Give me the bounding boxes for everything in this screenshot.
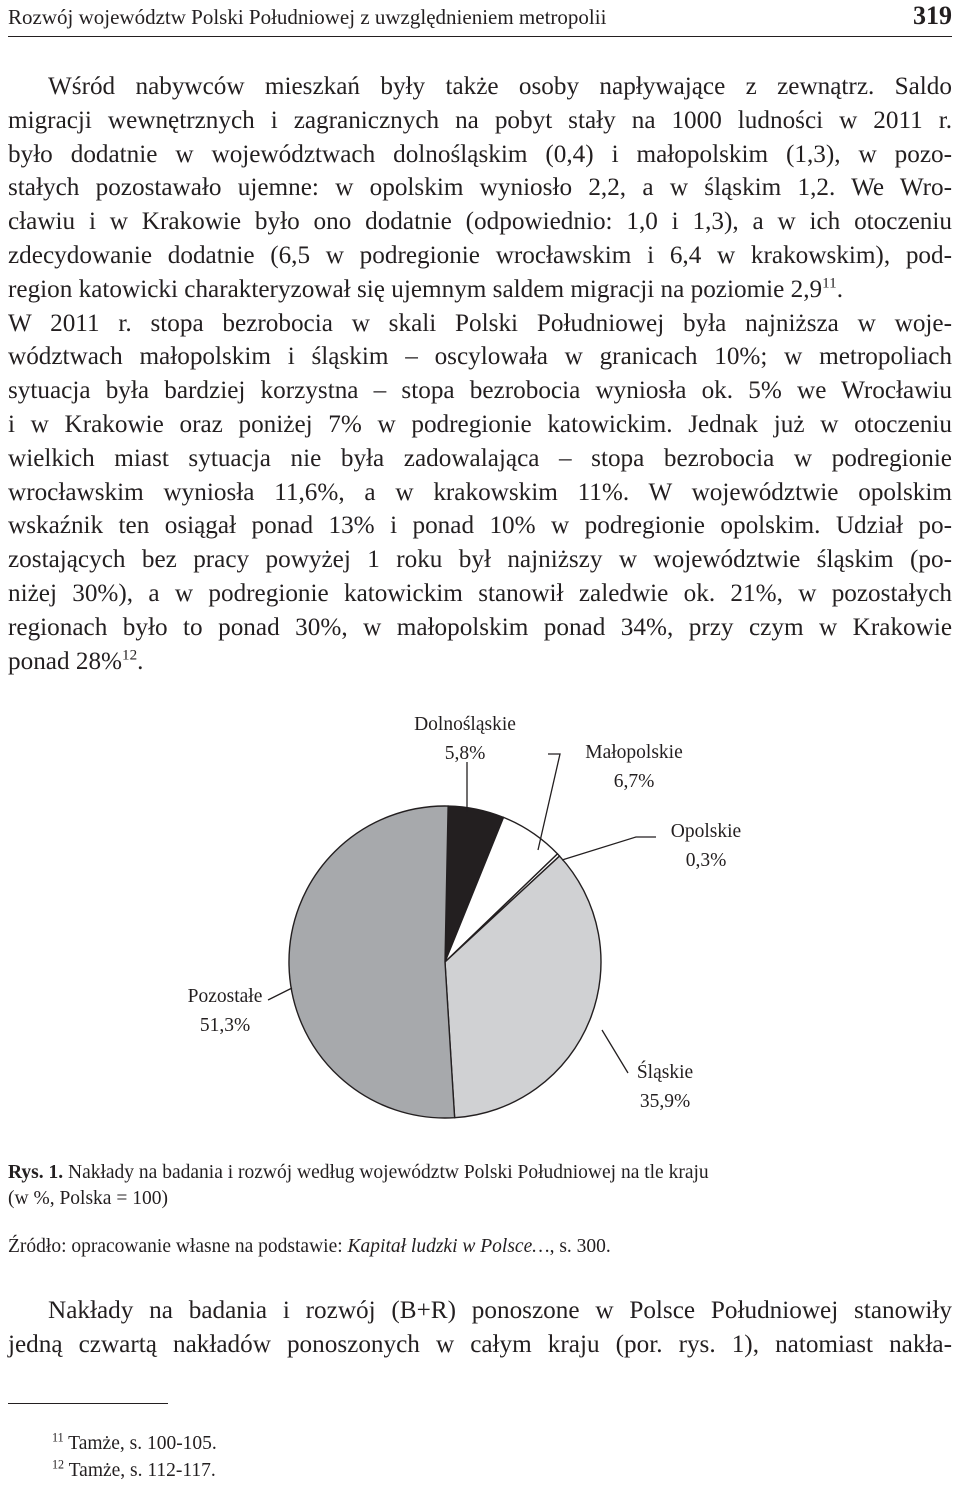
- pie-slice-pozostałe: [289, 806, 455, 1118]
- footnote-12: [52, 1459, 216, 1483]
- slice-category-label: Opolskie: [670, 821, 742, 842]
- slice-value-label: 51,3%: [199, 1015, 251, 1036]
- slice-value-label: 5,8%: [444, 743, 486, 764]
- text-line-end: .: [137, 647, 144, 675]
- figure-caption-text-2: (w %, Polska = 100): [8, 1188, 168, 1209]
- text-line: wództwach małopolskim i śląskim – oscylowała w granicach 10%; w metropoliach: [8, 343, 952, 371]
- footnote-divider: [8, 1403, 168, 1404]
- text-line: stałych pozostawało ujemne: w opolskim wyniosło 2,2, a w śląskim 1,2. We Wro-: [8, 174, 952, 202]
- footnote-text: Tamże, s. 112-117.: [68, 1460, 216, 1481]
- leader-line-małopolskie: [538, 754, 560, 850]
- footnote-11: [52, 1432, 217, 1456]
- text-line: [8, 273, 952, 307]
- text-line: cławiu i w Krakowie było ono dodatnie (odpowiednio: 1,0 i 1,3), a w ich otoczeniu: [8, 208, 952, 236]
- figure-caption-text: Nakłady na badania i rozwój według województw Polski Południowej na tle kraju: [68, 1162, 709, 1183]
- slice-category-label: Dolnośląskie: [414, 714, 516, 735]
- footnote-number: 11: [52, 1430, 64, 1445]
- slice-category-label: Pozostałe: [187, 986, 263, 1007]
- text-line: wielkich miast sytuacja nie była zadowalająca – stopa bezrobocia w podregionie: [8, 444, 952, 472]
- slice-category-label: Małopolskie: [585, 742, 683, 763]
- text-line: regionach było to ponad 30%, w małopolskim ponad 34%, przy czym w Krakowie: [8, 613, 952, 641]
- text-line-end: .: [836, 275, 843, 303]
- figure-label: Rys. 1.: [8, 1162, 64, 1183]
- page-number: 319: [913, 1, 952, 30]
- slice-value-label: 35,9%: [639, 1091, 691, 1112]
- slice-category-label: Śląskie: [636, 1062, 694, 1083]
- source-suffix: , s. 300.: [549, 1236, 611, 1257]
- text-line: sytuacja była bardziej korzystna – stopa bezrobocia wyniosła ok. 5% we Wrocławiu: [8, 377, 952, 405]
- text-line: migracji wewnętrznych i zagranicznych na pobyt stały na 1000 ludności w 2011 r.: [8, 106, 952, 134]
- text-line: zostających bez pracy powyżej 1 roku był najniższy w województwie śląskim (po-: [8, 546, 952, 574]
- text-line-body: region katowicki charakteryzował się ujemnym saldem migracji na poziomie 2,9: [8, 275, 823, 303]
- figure-caption: [8, 1160, 952, 1212]
- footnote-number: 12: [52, 1457, 65, 1472]
- text-line: zdecydowanie dodatnie (6,5 w podregionie wrocławskim i 6,4 w krakowskim), pod-: [8, 241, 952, 269]
- paragraph-rnd: [8, 1294, 952, 1362]
- text-line: [8, 645, 952, 679]
- leader-line-śląskie: [602, 1030, 628, 1073]
- leader-line-pozostałe: [268, 988, 292, 1000]
- text-line-body: ponad 28%: [8, 647, 123, 675]
- text-line: W 2011 r. stopa bezrobocia w skali Polski Południowej była najniższa w woje-: [8, 309, 952, 337]
- pie-chart: [0, 700, 960, 1140]
- slice-value-label: 0,3%: [685, 850, 727, 871]
- text-line: wrocławskim wyniosła 11,6%, a w krakowskim 11%. W województwie opolskim: [8, 478, 952, 506]
- paragraph-migration-unemployment: [8, 70, 952, 678]
- source-prefix: Źródło: opracowanie własne na podstawie:: [8, 1236, 348, 1257]
- source-title: Kapitał ludzki w Polsce…: [347, 1236, 550, 1257]
- leader-line-opolskie: [562, 837, 656, 860]
- running-title: Rozwój województw Polski Południowej z uwzględnieniem metropolii: [8, 5, 607, 29]
- slice-value-label: 6,7%: [613, 771, 655, 792]
- text-line: Nakłady na badania i rozwój (B+R) ponoszone w Polsce Południowej stanowiły: [48, 1297, 952, 1324]
- footnote-ref-11[interactable]: 11: [822, 275, 837, 292]
- text-line: było dodatnie w województwach dolnośląskim (0,4) i małopolskim (1,3), w pozo-: [8, 140, 952, 168]
- text-line: i w Krakowie oraz poniżej 7% w podregionie katowickim. Jednak już w otoczeniu: [8, 410, 952, 438]
- text-line: niżej 30%), a w podregionie katowickim stanowił zaledwie ok. 21%, w pozostałych: [8, 579, 952, 607]
- footnote-text: Tamże, s. 100-105.: [68, 1433, 217, 1454]
- figure-source: [8, 1234, 952, 1260]
- text-line: wskaźnik ten osiągał ponad 13% i ponad 10% w podregionie opolskim. Udział po-: [8, 512, 952, 540]
- text-line: Wśród nabywców mieszkań były także osoby napływające z zewnątrz. Saldo: [48, 73, 952, 100]
- text-line: jedną czwartą nakładów ponoszonych w całym kraju (por. rys. 1), natomiast nakła-: [8, 1330, 952, 1358]
- pie-slices: [289, 806, 601, 1118]
- running-header: [8, 0, 952, 37]
- footnote-ref-12[interactable]: 12: [122, 647, 138, 664]
